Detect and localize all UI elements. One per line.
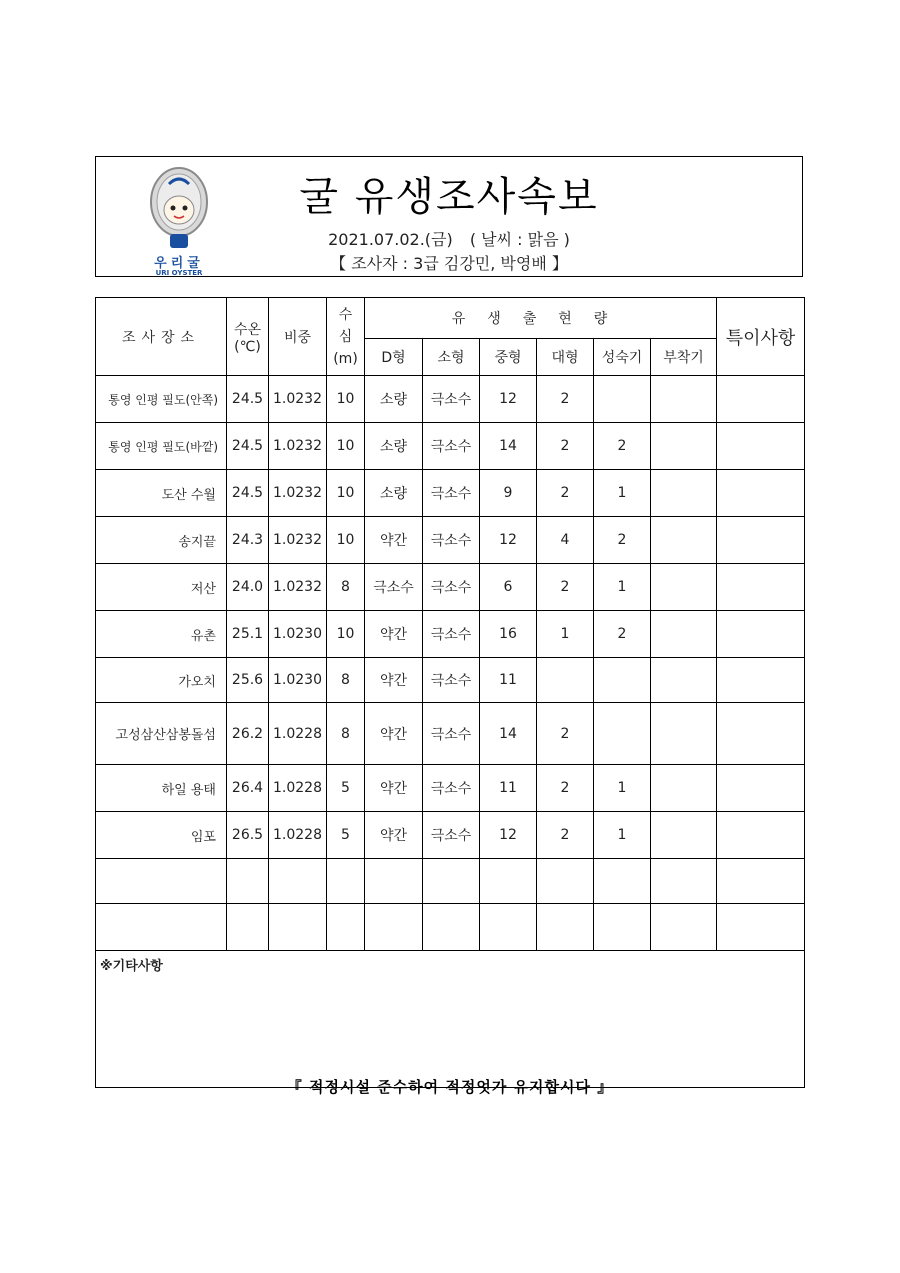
table-row [96, 376, 805, 423]
cell-mature: 1 [594, 765, 651, 812]
cell-note [717, 904, 805, 951]
cell-temp: 24.3 [227, 517, 269, 564]
cell-d-type: 약간 [365, 812, 423, 859]
cell-large-type: 2 [537, 703, 594, 765]
header-box [95, 156, 803, 277]
table-row [96, 423, 805, 470]
cell-mid-type: 14 [480, 423, 537, 470]
header-small: 소형 [423, 339, 480, 376]
cell-depth: 10 [327, 376, 365, 423]
cell-place: 송지끝 [96, 517, 227, 564]
header-mid: 중형 [480, 339, 537, 376]
cell-large-type: 2 [537, 470, 594, 517]
cell-small-type: 극소수 [423, 765, 480, 812]
cell-small-type: 극소수 [423, 703, 480, 765]
cell-small-type [423, 859, 480, 904]
header-depth: 수 심 (m) [327, 298, 365, 376]
cell-place: 임포 [96, 812, 227, 859]
cell-small-type: 극소수 [423, 470, 480, 517]
cell-note [717, 859, 805, 904]
cell-small-type: 극소수 [423, 611, 480, 658]
cell-note [717, 765, 805, 812]
cell-mid-type: 16 [480, 611, 537, 658]
cell-gravity: 1.0232 [269, 517, 327, 564]
cell-place: 하일 용태 [96, 765, 227, 812]
cell-attach [651, 703, 717, 765]
cell-gravity: 1.0230 [269, 611, 327, 658]
cell-temp: 25.6 [227, 658, 269, 703]
notes-cell [96, 951, 805, 1088]
table-row [96, 765, 805, 812]
cell-temp [227, 859, 269, 904]
table-row [96, 812, 805, 859]
cell-large-type: 2 [537, 765, 594, 812]
cell-gravity: 1.0228 [269, 812, 327, 859]
table-row [96, 859, 805, 904]
cell-attach [651, 859, 717, 904]
cell-place: 통영 인평 필도(안쪽) [96, 376, 227, 423]
cell-gravity: 1.0228 [269, 765, 327, 812]
cell-small-type: 극소수 [423, 658, 480, 703]
cell-gravity: 1.0232 [269, 376, 327, 423]
footer-slogan: 『 적정시설 준수하여 적정엇가 유지합시다 』 [286, 1078, 614, 1096]
cell-mature: 1 [594, 812, 651, 859]
cell-d-type: 약간 [365, 517, 423, 564]
cell-mature: 2 [594, 517, 651, 564]
cell-large-type: 2 [537, 812, 594, 859]
cell-note [717, 517, 805, 564]
cell-depth [327, 859, 365, 904]
cell-place [96, 859, 227, 904]
cell-d-type: 약간 [365, 703, 423, 765]
cell-temp: 26.4 [227, 765, 269, 812]
cell-small-type: 극소수 [423, 423, 480, 470]
cell-mid-type [480, 904, 537, 951]
table-row [96, 470, 805, 517]
table-row [96, 564, 805, 611]
cell-place: 유촌 [96, 611, 227, 658]
header-temp: 수온 (℃) [227, 298, 269, 376]
cell-attach [651, 904, 717, 951]
logo-text: 우리굴 [154, 256, 204, 271]
cell-gravity [269, 859, 327, 904]
cell-d-type [365, 904, 423, 951]
cell-temp: 24.5 [227, 470, 269, 517]
cell-small-type: 극소수 [423, 517, 480, 564]
notes-label: ※기타사항 [100, 959, 163, 974]
cell-attach [651, 812, 717, 859]
cell-depth [327, 904, 365, 951]
cell-mid-type: 12 [480, 812, 537, 859]
surveyor: 【 조사자 : 3급 김강민, 박영배 】 [330, 254, 568, 273]
cell-gravity: 1.0232 [269, 470, 327, 517]
cell-mature: 1 [594, 564, 651, 611]
cell-note [717, 564, 805, 611]
header-special: 특이사항 [717, 298, 805, 376]
cell-place [96, 904, 227, 951]
survey-date: 2021.07.02.(금) [328, 230, 453, 249]
cell-note [717, 703, 805, 765]
cell-mid-type [480, 859, 537, 904]
cell-gravity [269, 904, 327, 951]
cell-note [717, 423, 805, 470]
cell-mature [594, 859, 651, 904]
cell-gravity: 1.0228 [269, 703, 327, 765]
cell-gravity: 1.0232 [269, 423, 327, 470]
table-row [96, 611, 805, 658]
cell-place: 고성삼산삼봉돌섬 [96, 703, 227, 765]
cell-mid-type: 12 [480, 517, 537, 564]
header-gravity: 비중 [269, 298, 327, 376]
cell-note [717, 611, 805, 658]
cell-large-type: 2 [537, 376, 594, 423]
cell-depth: 8 [327, 703, 365, 765]
page-title: 굴 유생조사속보 [299, 174, 599, 220]
cell-place: 통영 인평 필도(바깥) [96, 423, 227, 470]
cell-d-type: 약간 [365, 611, 423, 658]
table-row [96, 517, 805, 564]
cell-mid-type: 11 [480, 658, 537, 703]
cell-note [717, 470, 805, 517]
cell-large-type: 1 [537, 611, 594, 658]
cell-large-type [537, 904, 594, 951]
table-row [96, 904, 805, 951]
cell-attach [651, 765, 717, 812]
cell-attach [651, 376, 717, 423]
cell-temp: 26.5 [227, 812, 269, 859]
cell-mid-type: 14 [480, 703, 537, 765]
cell-mature: 2 [594, 611, 651, 658]
cell-attach [651, 611, 717, 658]
cell-depth: 10 [327, 423, 365, 470]
cell-gravity: 1.0232 [269, 564, 327, 611]
header-place: 조사장소 [96, 298, 227, 376]
cell-temp [227, 904, 269, 951]
cell-temp: 24.0 [227, 564, 269, 611]
cell-note [717, 812, 805, 859]
cell-mature [594, 658, 651, 703]
cell-attach [651, 658, 717, 703]
cell-d-type: 소량 [365, 423, 423, 470]
cell-mature: 2 [594, 423, 651, 470]
cell-place: 가오치 [96, 658, 227, 703]
cell-d-type: 약간 [365, 765, 423, 812]
cell-depth: 8 [327, 658, 365, 703]
cell-temp: 24.5 [227, 376, 269, 423]
cell-note [717, 376, 805, 423]
cell-large-type: 2 [537, 564, 594, 611]
header-mature: 성숙기 [594, 339, 651, 376]
cell-attach [651, 517, 717, 564]
notes-row [96, 951, 805, 1088]
cell-temp: 25.1 [227, 611, 269, 658]
cell-gravity: 1.0230 [269, 658, 327, 703]
cell-large-type [537, 658, 594, 703]
cell-depth: 5 [327, 812, 365, 859]
cell-attach [651, 564, 717, 611]
cell-mature: 1 [594, 470, 651, 517]
header-spawn: 유생출현량 [365, 298, 717, 339]
cell-depth: 10 [327, 517, 365, 564]
header-d: D형 [365, 339, 423, 376]
cell-mature [594, 904, 651, 951]
cell-place: 저산 [96, 564, 227, 611]
cell-attach [651, 423, 717, 470]
table-row [96, 658, 805, 703]
cell-large-type: 2 [537, 423, 594, 470]
header-row-1 [96, 298, 805, 339]
table-row [96, 703, 805, 765]
cell-d-type [365, 859, 423, 904]
cell-small-type [423, 904, 480, 951]
cell-note [717, 658, 805, 703]
cell-d-type: 소량 [365, 470, 423, 517]
cell-mature [594, 703, 651, 765]
header-large: 대형 [537, 339, 594, 376]
cell-small-type: 극소수 [423, 376, 480, 423]
cell-mature [594, 376, 651, 423]
cell-place: 도산 수월 [96, 470, 227, 517]
date-weather-line [96, 227, 802, 250]
cell-depth: 10 [327, 470, 365, 517]
cell-mid-type: 6 [480, 564, 537, 611]
cell-mid-type: 12 [480, 376, 537, 423]
survey-table [95, 297, 805, 1088]
cell-depth: 8 [327, 564, 365, 611]
cell-small-type: 극소수 [423, 564, 480, 611]
cell-mid-type: 9 [480, 470, 537, 517]
cell-depth: 5 [327, 765, 365, 812]
cell-mid-type: 11 [480, 765, 537, 812]
cell-temp: 24.5 [227, 423, 269, 470]
cell-small-type: 극소수 [423, 812, 480, 859]
cell-d-type: 약간 [365, 658, 423, 703]
cell-attach [651, 470, 717, 517]
cell-d-type: 소량 [365, 376, 423, 423]
header-attach: 부착기 [651, 339, 717, 376]
cell-large-type: 4 [537, 517, 594, 564]
cell-temp: 26.2 [227, 703, 269, 765]
weather: ( 날씨 : 맑음 ) [469, 230, 570, 249]
cell-depth: 10 [327, 611, 365, 658]
logo-subtext: URI OYSTER [155, 269, 203, 277]
cell-d-type: 극소수 [365, 564, 423, 611]
cell-large-type [537, 859, 594, 904]
